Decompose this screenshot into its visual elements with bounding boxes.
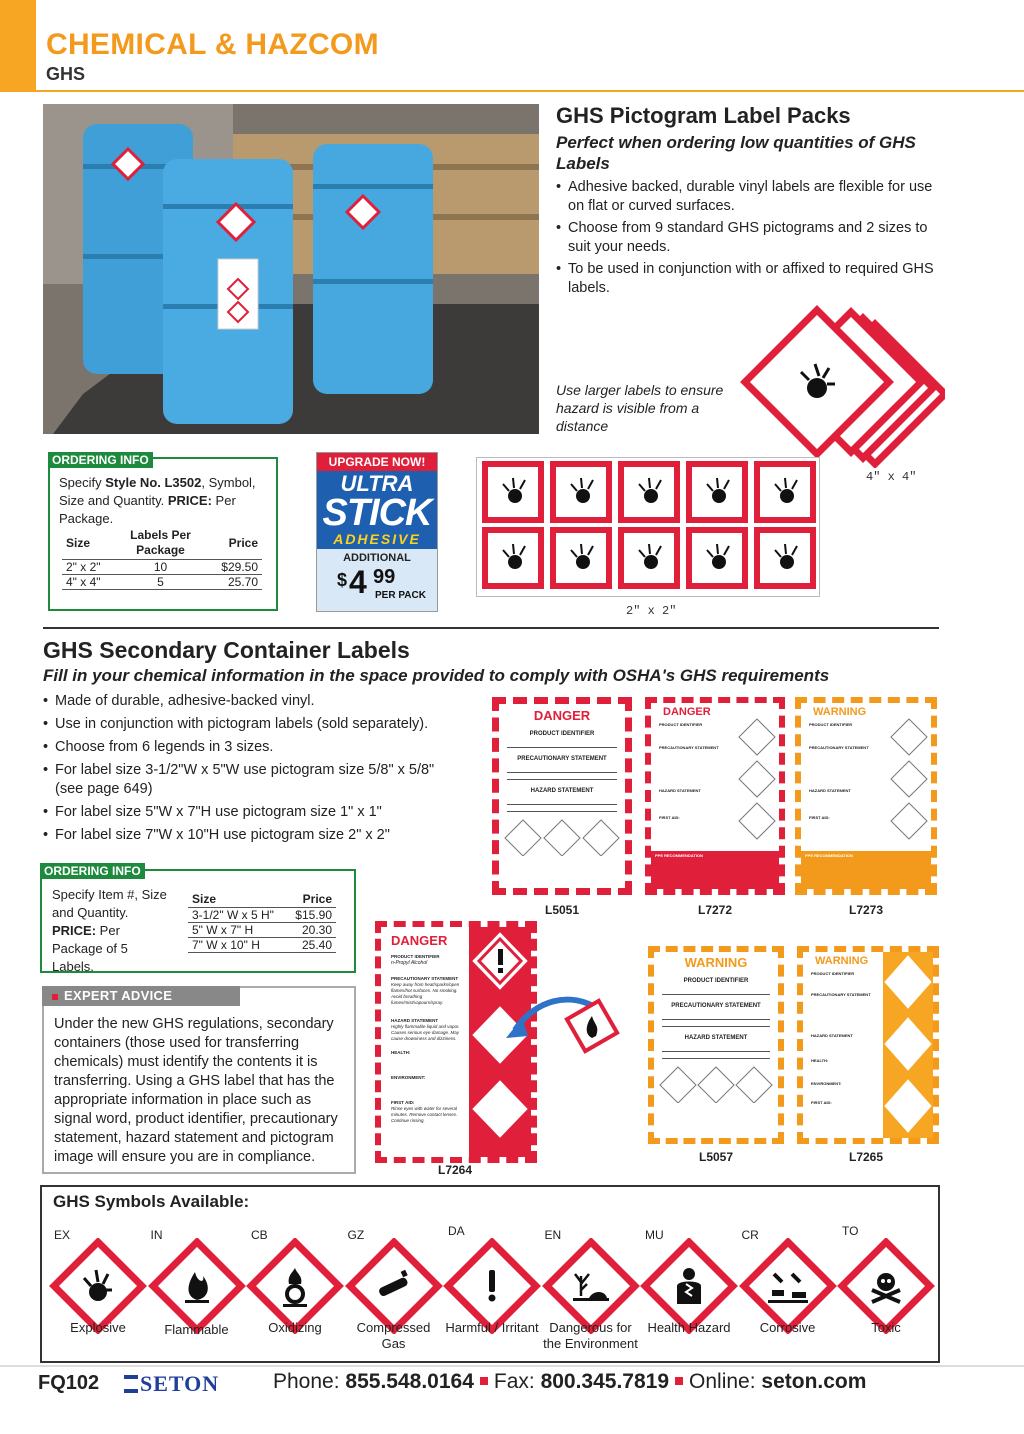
table-row [62, 560, 262, 575]
separator-square-icon [480, 1377, 488, 1385]
ghs-symbol-item [147, 1222, 247, 1362]
page-subtitle: GHS [46, 64, 86, 84]
th-price: Price [228, 536, 258, 550]
pictogram-diamonds [654, 1063, 778, 1103]
expert-advice-text: Under the new GHS regulations, secondary containers (those used for transferring chemicals) must identify the contents it is transferring. Using a GHS label that has the appropriate information in place such as signal word, product identifier, precautionary statement, hazard statement and pictogram image will ensure you are in compliance. [54, 1016, 338, 1165]
cell: 7" W x 10" H [188, 938, 287, 953]
price-label: PRICE: [52, 923, 97, 938]
separator-square-icon [675, 1377, 683, 1385]
header-accent-bar [0, 0, 36, 92]
label-code: L7265 [848, 1150, 884, 1164]
handwritten-text: Highly flammable liquid and vapor. Causes serious eye damage. May cause drowsiness and dizziness. [391, 1024, 460, 1041]
packs-price-table [62, 527, 262, 590]
ghs-symbol-item [639, 1222, 739, 1362]
style-number: Style No. L3502 [105, 475, 202, 490]
signal-word: WARNING [813, 706, 867, 718]
list-item: • Adhesive backed, durable vinyl labels are flexible for use on flat or curved surfaces. [556, 178, 941, 216]
upgrade-tag: UPGRADE NOW! [317, 453, 437, 471]
ghs-symbol-item [442, 1222, 542, 1362]
label-code: L5051 [544, 903, 580, 917]
signal-word: WARNING [815, 955, 869, 967]
ordering-info-tag: ORDERING INFO [48, 452, 153, 468]
handwritten-text: Rinse eyes with water for several minutes. Remove contact lenses. Continue rinsing. [391, 1106, 458, 1123]
small-explosive-label [621, 464, 677, 520]
size-label-small: 2" x 2" [626, 604, 677, 618]
cell: $15.90 [287, 908, 336, 923]
field-label: PRODUCT IDENTIFIER [529, 731, 595, 737]
small-explosive-label [757, 530, 813, 586]
ppe-label: PPE RECOMMENDATION [805, 853, 853, 858]
symbol-code: MU [645, 1228, 664, 1242]
small-label-sheet [476, 457, 820, 597]
upgrade-ultra-stick-box [316, 452, 438, 612]
signal-word: DANGER [391, 933, 448, 948]
page-title: CHEMICAL & HAZCOM [46, 28, 379, 61]
list-item: • Use in conjunction with pictogram labels (sold separately). [43, 715, 473, 734]
symbol-name: Harmful / Irritant [445, 1320, 539, 1335]
symbol-code: EX [54, 1228, 71, 1242]
size-label-large: 4" x 4" [866, 470, 917, 484]
packs-bullets [556, 178, 941, 298]
label-code: L7264 [437, 1163, 473, 1177]
ghs-symbol-item [344, 1222, 444, 1362]
field-label: ENVIRONMENT: [391, 1075, 426, 1080]
packs-subtitle: Perfect when ordering low quantities of GHS Labels [556, 133, 916, 173]
ppe-bar [801, 851, 931, 889]
list-item: • Choose from 6 legends in 3 sizes. [43, 738, 473, 757]
handwritten-text: Keep away from heat/sparks/open flames/hot surfaces. No smoking. Avoid breathing fumes/mist/vapours/spray. [391, 982, 460, 1005]
footer-rule [0, 1365, 1024, 1367]
symbol-name: Toxic [871, 1320, 901, 1335]
field-label: PRECAUTIONARY STATEMENT [517, 756, 607, 762]
label-code: L7272 [697, 903, 733, 917]
th-size: Size [66, 536, 91, 550]
pictogram-diamonds [737, 717, 777, 847]
field-label: PRECAUTIONARY STATEMENT [811, 992, 871, 997]
cell: 2" x 2" [62, 560, 121, 575]
small-explosive-label [689, 530, 745, 586]
table-row [188, 908, 336, 923]
table-row [188, 938, 336, 953]
symbol-name: Compressed Gas [356, 1320, 431, 1351]
secondary-price-table [188, 891, 336, 953]
square-bullet-icon [52, 994, 58, 1000]
small-explosive-label [689, 464, 745, 520]
field-label: PRECAUTIONARY STATEMENT [671, 1003, 761, 1009]
field-label: PRODUCT IDENTIFIER [683, 978, 749, 984]
expert-advice-tag [42, 986, 240, 1006]
field-label: HAZARD STATEMENT [811, 1033, 853, 1038]
adhesive-text: ADHESIVE [333, 531, 421, 547]
label-card-l7272 [645, 697, 785, 895]
ghs-symbol-item [541, 1222, 641, 1362]
th-labels: Labels Per Package [130, 528, 191, 557]
field-label: FIRST AID: [811, 1100, 832, 1105]
secondary-bullets [43, 692, 473, 845]
label-card-l7273 [795, 697, 937, 895]
secondary-subtitle: Fill in your chemical information in the space provided to comply with OSHA's GHS requirements [43, 666, 830, 685]
field-label: FIRST AID: [659, 815, 680, 820]
list-item: • To be used in conjunction with or affixed to required GHS labels. [556, 260, 941, 298]
small-explosive-label [621, 530, 677, 586]
footer-contact [273, 1370, 866, 1394]
packs-title: GHS Pictogram Label Packs [556, 103, 851, 128]
phone-label: Phone: [273, 1370, 346, 1393]
table-row [62, 575, 262, 590]
ghs-symbols-title: GHS Symbols Available: [53, 1192, 250, 1211]
header-rule [36, 90, 1024, 92]
cell: $29.50 [201, 560, 262, 575]
cell: 5 [121, 575, 201, 590]
field-label: HEALTH: [391, 1050, 411, 1055]
section-divider [43, 627, 939, 629]
list-item: • Choose from 9 standard GHS pictograms and 2 sizes to suit your needs. [556, 219, 941, 257]
cell: 3-1/2" W x 5 H" [188, 908, 287, 923]
barrel-photo [43, 104, 539, 434]
logo-mark-icon [124, 1375, 138, 1393]
fax-number: 800.345.7819 [540, 1370, 670, 1393]
phone-number[interactable]: 855.548.0164 [345, 1370, 474, 1393]
ordering-info-tag: ORDERING INFO [40, 863, 145, 879]
expert-advice-label: EXPERT ADVICE [64, 988, 173, 1003]
page-number: FQ102 [38, 1372, 100, 1394]
cell: 25.70 [201, 575, 262, 590]
symbol-code: DA [448, 1224, 465, 1238]
label-card-l5057 [648, 946, 784, 1144]
table-row [188, 923, 336, 938]
field-label: PRECAUTIONARY STATEMENT [391, 976, 459, 981]
pictogram-diamonds [499, 816, 625, 856]
flame-icon [147, 1238, 247, 1334]
price-dec: 99 [373, 566, 396, 588]
ultra-text: ULTRA [340, 471, 414, 496]
price-int: 4 [349, 564, 367, 600]
field-label: HAZARD STATEMENT [391, 1018, 439, 1023]
additional-text: ADDITIONAL [343, 552, 411, 564]
small-explosive-label [553, 464, 609, 520]
ghs-symbols-row [40, 1222, 940, 1362]
fax-label: Fax: [493, 1370, 541, 1393]
secondary-title: GHS Secondary Container Labels [43, 637, 410, 663]
field-label: PRODUCT IDENTIFIER [659, 722, 703, 727]
ghs-symbol-item [836, 1222, 936, 1362]
small-explosive-label [553, 530, 609, 586]
label-card-l7265 [797, 946, 939, 1144]
apply-arrow-illustration [500, 990, 620, 1060]
symbol-code: CR [741, 1228, 759, 1242]
order-text-post: Per Package. [59, 493, 236, 526]
symbol-code: GZ [347, 1228, 365, 1242]
th-size: Size [192, 892, 217, 906]
logo-text: SETON [140, 1371, 220, 1396]
list-item: • For label size 7"W x 10"H use pictogram size 2" x 2" [43, 826, 473, 845]
ppe-bar [651, 851, 779, 889]
label-code: L5057 [698, 1150, 734, 1164]
symbol-name: Health Hazard [647, 1320, 731, 1335]
signal-word: WARNING [684, 955, 748, 970]
field-label: HAZARD STATEMENT [809, 788, 851, 793]
field-label: PRODUCT IDENTIFIER [809, 722, 853, 727]
per-pack-text: PER PACK [375, 590, 426, 601]
order-text-mid: , Symbol, Size and Quantity. [59, 475, 256, 508]
symbol-name: Explosive [70, 1320, 126, 1335]
handwritten-text: n-Propyl Alcohol [391, 960, 428, 966]
field-label: HAZARD STATEMENT [659, 788, 701, 793]
symbol-name: Flammable [164, 1322, 229, 1337]
label-card-l5051 [492, 697, 632, 895]
order-text-pre: Specify Item #, Size and Quantity. [52, 887, 167, 920]
order-text-post: Per Package of 5 Labels. [52, 923, 128, 974]
price-dollar: $ [337, 570, 348, 590]
online-label: Online: [689, 1370, 762, 1393]
th-price: Price [302, 892, 332, 906]
ppe-label: PPE RECOMMENDATION [655, 853, 703, 858]
field-label: PRODUCT IDENTIFIER [811, 971, 855, 976]
symbol-name: Oxidizing [268, 1320, 322, 1335]
large-label-fan [735, 298, 945, 468]
cell: 4" x 4" [62, 575, 121, 590]
ghs-symbol-item [48, 1222, 148, 1362]
cell: 20.30 [287, 923, 336, 938]
symbol-code: IN [150, 1228, 163, 1242]
website-link[interactable]: seton.com [761, 1370, 867, 1393]
cell: 5" W x 7" H [188, 923, 287, 938]
seton-logo [124, 1371, 219, 1397]
symbol-name: Corrosive [759, 1320, 816, 1335]
pictogram-column [883, 952, 933, 1138]
ghs-symbol-item [738, 1222, 838, 1362]
symbol-code: TO [842, 1224, 859, 1238]
ordering-info-text [59, 474, 274, 528]
cell: 25.40 [287, 938, 336, 953]
field-label: FIRST AID: [391, 1100, 415, 1105]
field-label: HAZARD STATEMENT [530, 788, 594, 794]
ordering-info-text [52, 886, 172, 976]
stick-text: STICK [322, 492, 432, 534]
small-explosive-label [485, 464, 541, 520]
cell: 10 [121, 560, 201, 575]
symbol-code: CB [251, 1228, 268, 1242]
order-text-pre: Specify [59, 475, 106, 490]
field-label: HAZARD STATEMENT [684, 1035, 748, 1041]
field-label: PRECAUTIONARY STATEMENT [809, 745, 869, 750]
list-item: • For label size 3-1/2"W x 5"W use pictogram size 5/8" x 5/8" (see page 649) [43, 761, 463, 799]
pictogram-diamonds [889, 717, 929, 847]
signal-word: DANGER [663, 706, 711, 718]
signal-word: DANGER [533, 708, 591, 723]
field-label: ENVIRONMENT: [811, 1081, 842, 1086]
packs-note: Use larger labels to ensure hazard is visible from a distance [556, 382, 724, 434]
symbol-name: Dangerous for the Environment [543, 1320, 638, 1351]
small-explosive-label [757, 464, 813, 520]
field-label: PRODUCT IDENTIFIER [391, 954, 440, 959]
label-code: L7273 [848, 903, 884, 917]
list-item: • For label size 5"W x 7"H use pictogram size 1" x 1" [43, 803, 473, 822]
ghs-symbol-item [245, 1222, 345, 1362]
field-label: FIRST AID: [809, 815, 830, 820]
field-label: HEALTH: [811, 1058, 829, 1063]
price-label: PRICE: [167, 493, 212, 508]
list-item: • Made of durable, adhesive-backed vinyl. [43, 692, 473, 711]
field-label: PRECAUTIONARY STATEMENT [659, 745, 719, 750]
small-explosive-label [485, 530, 541, 586]
symbol-code: EN [544, 1228, 562, 1242]
